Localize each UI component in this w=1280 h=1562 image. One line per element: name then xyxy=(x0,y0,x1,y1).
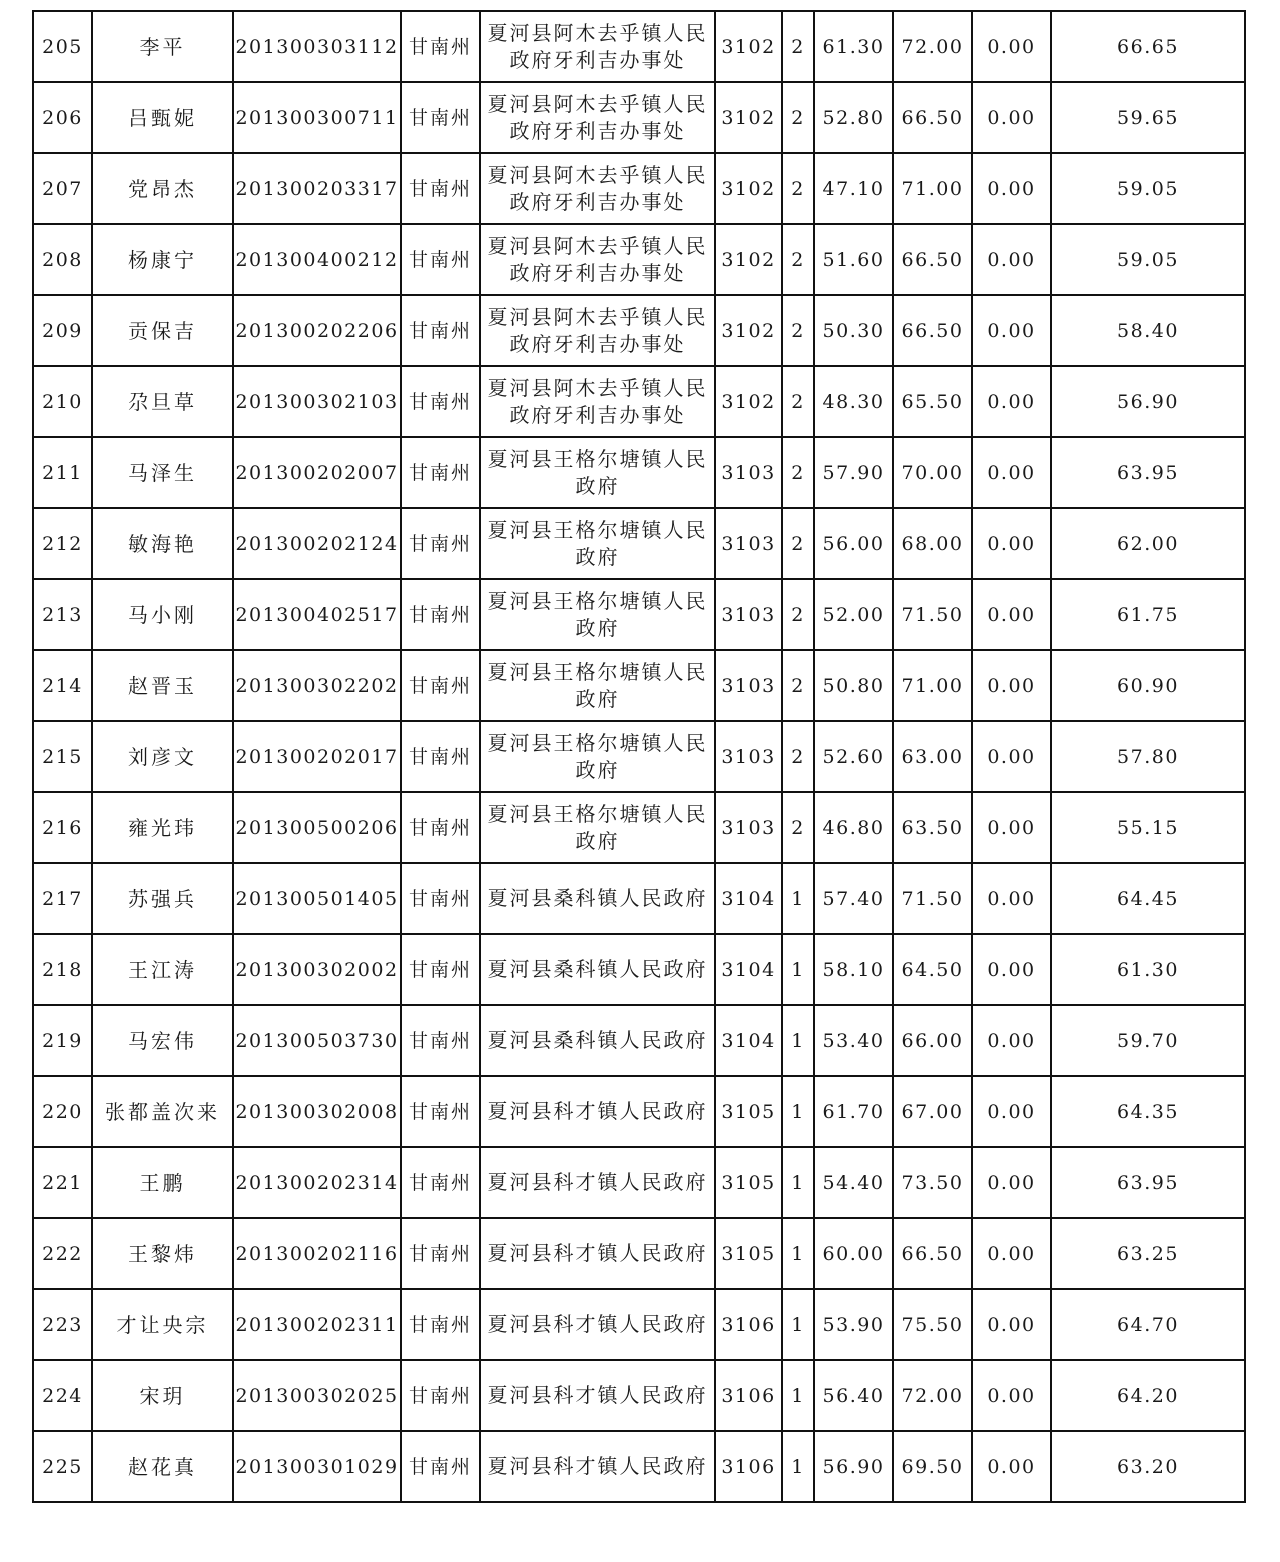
total-score-cell: 61.75 xyxy=(1051,579,1245,650)
employer-unit-cell: 夏河县阿木去乎镇人民政府牙利吉办事处 xyxy=(480,11,715,82)
table-body xyxy=(33,11,1245,1502)
total-score-cell: 64.70 xyxy=(1051,1289,1245,1360)
employer-unit-cell: 夏河县科才镇人民政府 xyxy=(480,1360,715,1431)
total-score-cell: 59.05 xyxy=(1051,153,1245,224)
bonus-score-cell: 0.00 xyxy=(972,721,1051,792)
table-row xyxy=(33,82,1245,153)
written-score-cell: 52.60 xyxy=(814,721,893,792)
region-cell: 甘南州 xyxy=(401,224,480,295)
employer-unit-cell: 夏河县王格尔塘镇人民政府 xyxy=(480,792,715,863)
position-code-cell: 3106 xyxy=(715,1431,782,1502)
interview-score-cell: 65.50 xyxy=(893,366,972,437)
interview-score-cell: 66.50 xyxy=(893,224,972,295)
candidate-name-cell: 李平 xyxy=(92,11,233,82)
employer-unit-cell: 夏河县王格尔塘镇人民政府 xyxy=(480,579,715,650)
employer-unit-cell: 夏河县桑科镇人民政府 xyxy=(480,1005,715,1076)
region-cell: 甘南州 xyxy=(401,579,480,650)
employer-unit-cell: 夏河县科才镇人民政府 xyxy=(480,1076,715,1147)
region-cell: 甘南州 xyxy=(401,508,480,579)
written-score-cell: 60.00 xyxy=(814,1218,893,1289)
candidate-name-cell: 王黎炜 xyxy=(92,1218,233,1289)
bonus-score-cell: 0.00 xyxy=(972,1218,1051,1289)
candidate-name-cell: 尕旦草 xyxy=(92,366,233,437)
exam-id-cell: 201300302202 xyxy=(233,650,401,721)
interview-score-cell: 71.50 xyxy=(893,579,972,650)
bonus-score-cell: 0.00 xyxy=(972,366,1051,437)
exam-id-cell: 201300302103 xyxy=(233,366,401,437)
written-score-cell: 52.00 xyxy=(814,579,893,650)
bonus-score-cell: 0.00 xyxy=(972,508,1051,579)
row-number-cell: 224 xyxy=(33,1360,92,1431)
bonus-score-cell: 0.00 xyxy=(972,650,1051,721)
table-row xyxy=(33,1431,1245,1502)
row-number-cell: 223 xyxy=(33,1289,92,1360)
exam-id-cell: 201300202007 xyxy=(233,437,401,508)
interview-score-cell: 69.50 xyxy=(893,1431,972,1502)
written-score-cell: 61.30 xyxy=(814,11,893,82)
written-score-cell: 48.30 xyxy=(814,366,893,437)
bonus-score-cell: 0.00 xyxy=(972,792,1051,863)
position-code-cell: 3103 xyxy=(715,579,782,650)
bonus-score-cell: 0.00 xyxy=(972,934,1051,1005)
candidate-name-cell: 宋玥 xyxy=(92,1360,233,1431)
hiring-quota-cell: 1 xyxy=(782,1147,814,1218)
row-number-cell: 220 xyxy=(33,1076,92,1147)
region-cell: 甘南州 xyxy=(401,82,480,153)
row-number-cell: 219 xyxy=(33,1005,92,1076)
interview-score-cell: 75.50 xyxy=(893,1289,972,1360)
region-cell: 甘南州 xyxy=(401,153,480,224)
table-row xyxy=(33,295,1245,366)
employer-unit-cell: 夏河县科才镇人民政府 xyxy=(480,1289,715,1360)
interview-score-cell: 68.00 xyxy=(893,508,972,579)
employer-unit-cell: 夏河县王格尔塘镇人民政府 xyxy=(480,437,715,508)
row-number-cell: 212 xyxy=(33,508,92,579)
row-number-cell: 211 xyxy=(33,437,92,508)
interview-score-cell: 66.50 xyxy=(893,1218,972,1289)
region-cell: 甘南州 xyxy=(401,1360,480,1431)
candidate-name-cell: 敏海艳 xyxy=(92,508,233,579)
position-code-cell: 3105 xyxy=(715,1218,782,1289)
employer-unit-cell: 夏河县阿木去乎镇人民政府牙利吉办事处 xyxy=(480,295,715,366)
interview-score-cell: 72.00 xyxy=(893,1360,972,1431)
bonus-score-cell: 0.00 xyxy=(972,153,1051,224)
exam-id-cell: 201300301029 xyxy=(233,1431,401,1502)
hiring-quota-cell: 2 xyxy=(782,366,814,437)
written-score-cell: 57.40 xyxy=(814,863,893,934)
position-code-cell: 3102 xyxy=(715,153,782,224)
table-row xyxy=(33,579,1245,650)
candidate-name-cell: 苏强兵 xyxy=(92,863,233,934)
table-row xyxy=(33,224,1245,295)
employer-unit-cell: 夏河县王格尔塘镇人民政府 xyxy=(480,721,715,792)
region-cell: 甘南州 xyxy=(401,650,480,721)
row-number-cell: 222 xyxy=(33,1218,92,1289)
interview-score-cell: 71.00 xyxy=(893,153,972,224)
position-code-cell: 3106 xyxy=(715,1289,782,1360)
total-score-cell: 59.65 xyxy=(1051,82,1245,153)
table-row xyxy=(33,11,1245,82)
bonus-score-cell: 0.00 xyxy=(972,1360,1051,1431)
hiring-quota-cell: 1 xyxy=(782,1360,814,1431)
row-number-cell: 208 xyxy=(33,224,92,295)
written-score-cell: 53.40 xyxy=(814,1005,893,1076)
candidate-name-cell: 赵花真 xyxy=(92,1431,233,1502)
table-row xyxy=(33,366,1245,437)
region-cell: 甘南州 xyxy=(401,792,480,863)
total-score-cell: 55.15 xyxy=(1051,792,1245,863)
position-code-cell: 3106 xyxy=(715,1360,782,1431)
total-score-cell: 64.35 xyxy=(1051,1076,1245,1147)
written-score-cell: 56.90 xyxy=(814,1431,893,1502)
interview-score-cell: 71.00 xyxy=(893,650,972,721)
table-row xyxy=(33,934,1245,1005)
employer-unit-cell: 夏河县阿木去乎镇人民政府牙利吉办事处 xyxy=(480,82,715,153)
position-code-cell: 3104 xyxy=(715,1005,782,1076)
position-code-cell: 3102 xyxy=(715,82,782,153)
row-number-cell: 207 xyxy=(33,153,92,224)
row-number-cell: 215 xyxy=(33,721,92,792)
interview-score-cell: 66.50 xyxy=(893,295,972,366)
written-score-cell: 50.30 xyxy=(814,295,893,366)
candidate-name-cell: 赵晋玉 xyxy=(92,650,233,721)
candidate-name-cell: 马小刚 xyxy=(92,579,233,650)
candidate-name-cell: 王鹏 xyxy=(92,1147,233,1218)
position-code-cell: 3103 xyxy=(715,721,782,792)
total-score-cell: 61.30 xyxy=(1051,934,1245,1005)
hiring-quota-cell: 2 xyxy=(782,11,814,82)
candidate-name-cell: 刘彦文 xyxy=(92,721,233,792)
exam-id-cell: 201300302008 xyxy=(233,1076,401,1147)
hiring-quota-cell: 2 xyxy=(782,579,814,650)
table-row xyxy=(33,1289,1245,1360)
written-score-cell: 61.70 xyxy=(814,1076,893,1147)
position-code-cell: 3103 xyxy=(715,792,782,863)
region-cell: 甘南州 xyxy=(401,366,480,437)
table-row xyxy=(33,437,1245,508)
hiring-quota-cell: 1 xyxy=(782,1076,814,1147)
table-row xyxy=(33,508,1245,579)
position-code-cell: 3103 xyxy=(715,650,782,721)
interview-score-cell: 71.50 xyxy=(893,863,972,934)
candidate-name-cell: 王江涛 xyxy=(92,934,233,1005)
employer-unit-cell: 夏河县王格尔塘镇人民政府 xyxy=(480,508,715,579)
exam-id-cell: 201300503730 xyxy=(233,1005,401,1076)
hiring-quota-cell: 2 xyxy=(782,792,814,863)
interview-score-cell: 73.50 xyxy=(893,1147,972,1218)
row-number-cell: 225 xyxy=(33,1431,92,1502)
bonus-score-cell: 0.00 xyxy=(972,1431,1051,1502)
hiring-quota-cell: 1 xyxy=(782,1005,814,1076)
written-score-cell: 50.80 xyxy=(814,650,893,721)
table-row xyxy=(33,792,1245,863)
hiring-quota-cell: 2 xyxy=(782,224,814,295)
bonus-score-cell: 0.00 xyxy=(972,1076,1051,1147)
total-score-cell: 63.95 xyxy=(1051,1147,1245,1218)
position-code-cell: 3102 xyxy=(715,295,782,366)
row-number-cell: 218 xyxy=(33,934,92,1005)
interview-score-cell: 67.00 xyxy=(893,1076,972,1147)
total-score-cell: 64.20 xyxy=(1051,1360,1245,1431)
interview-score-cell: 63.00 xyxy=(893,721,972,792)
bonus-score-cell: 0.00 xyxy=(972,11,1051,82)
written-score-cell: 53.90 xyxy=(814,1289,893,1360)
employer-unit-cell: 夏河县阿木去乎镇人民政府牙利吉办事处 xyxy=(480,153,715,224)
written-score-cell: 46.80 xyxy=(814,792,893,863)
position-code-cell: 3102 xyxy=(715,224,782,295)
candidate-name-cell: 雍光玮 xyxy=(92,792,233,863)
exam-id-cell: 201300202124 xyxy=(233,508,401,579)
exam-id-cell: 201300202311 xyxy=(233,1289,401,1360)
written-score-cell: 58.10 xyxy=(814,934,893,1005)
position-code-cell: 3103 xyxy=(715,508,782,579)
interview-score-cell: 64.50 xyxy=(893,934,972,1005)
hiring-quota-cell: 2 xyxy=(782,295,814,366)
bonus-score-cell: 0.00 xyxy=(972,295,1051,366)
employer-unit-cell: 夏河县王格尔塘镇人民政府 xyxy=(480,650,715,721)
table-row xyxy=(33,1218,1245,1289)
exam-id-cell: 201300203317 xyxy=(233,153,401,224)
row-number-cell: 209 xyxy=(33,295,92,366)
region-cell: 甘南州 xyxy=(401,1076,480,1147)
hiring-quota-cell: 2 xyxy=(782,437,814,508)
region-cell: 甘南州 xyxy=(401,863,480,934)
hiring-quota-cell: 2 xyxy=(782,508,814,579)
interview-score-cell: 72.00 xyxy=(893,11,972,82)
bonus-score-cell: 0.00 xyxy=(972,1005,1051,1076)
region-cell: 甘南州 xyxy=(401,934,480,1005)
exam-id-cell: 201300400212 xyxy=(233,224,401,295)
score-table xyxy=(32,10,1246,1503)
region-cell: 甘南州 xyxy=(401,1005,480,1076)
interview-score-cell: 66.50 xyxy=(893,82,972,153)
written-score-cell: 56.00 xyxy=(814,508,893,579)
row-number-cell: 216 xyxy=(33,792,92,863)
position-code-cell: 3103 xyxy=(715,437,782,508)
table-row xyxy=(33,1005,1245,1076)
hiring-quota-cell: 1 xyxy=(782,1431,814,1502)
total-score-cell: 59.70 xyxy=(1051,1005,1245,1076)
total-score-cell: 60.90 xyxy=(1051,650,1245,721)
interview-score-cell: 70.00 xyxy=(893,437,972,508)
row-number-cell: 217 xyxy=(33,863,92,934)
exam-id-cell: 201300302002 xyxy=(233,934,401,1005)
exam-id-cell: 201300402517 xyxy=(233,579,401,650)
exam-id-cell: 201300202314 xyxy=(233,1147,401,1218)
region-cell: 甘南州 xyxy=(401,721,480,792)
row-number-cell: 213 xyxy=(33,579,92,650)
written-score-cell: 57.90 xyxy=(814,437,893,508)
candidate-name-cell: 贡保吉 xyxy=(92,295,233,366)
position-code-cell: 3102 xyxy=(715,366,782,437)
written-score-cell: 52.80 xyxy=(814,82,893,153)
region-cell: 甘南州 xyxy=(401,1147,480,1218)
employer-unit-cell: 夏河县科才镇人民政府 xyxy=(480,1431,715,1502)
candidate-name-cell: 吕甄妮 xyxy=(92,82,233,153)
exam-id-cell: 201300500206 xyxy=(233,792,401,863)
total-score-cell: 56.90 xyxy=(1051,366,1245,437)
exam-id-cell: 201300202116 xyxy=(233,1218,401,1289)
candidate-name-cell: 马宏伟 xyxy=(92,1005,233,1076)
employer-unit-cell: 夏河县科才镇人民政府 xyxy=(480,1147,715,1218)
exam-id-cell: 201300302025 xyxy=(233,1360,401,1431)
total-score-cell: 63.25 xyxy=(1051,1218,1245,1289)
written-score-cell: 51.60 xyxy=(814,224,893,295)
table-row xyxy=(33,863,1245,934)
table-row xyxy=(33,1147,1245,1218)
position-code-cell: 3102 xyxy=(715,11,782,82)
row-number-cell: 214 xyxy=(33,650,92,721)
candidate-name-cell: 马泽生 xyxy=(92,437,233,508)
table-row xyxy=(33,721,1245,792)
bonus-score-cell: 0.00 xyxy=(972,1147,1051,1218)
candidate-name-cell: 才让央宗 xyxy=(92,1289,233,1360)
position-code-cell: 3105 xyxy=(715,1147,782,1218)
employer-unit-cell: 夏河县桑科镇人民政府 xyxy=(480,863,715,934)
interview-score-cell: 66.00 xyxy=(893,1005,972,1076)
row-number-cell: 205 xyxy=(33,11,92,82)
table-row xyxy=(33,1360,1245,1431)
candidate-name-cell: 党昂杰 xyxy=(92,153,233,224)
region-cell: 甘南州 xyxy=(401,1218,480,1289)
exam-id-cell: 201300303112 xyxy=(233,11,401,82)
region-cell: 甘南州 xyxy=(401,437,480,508)
region-cell: 甘南州 xyxy=(401,1289,480,1360)
written-score-cell: 47.10 xyxy=(814,153,893,224)
written-score-cell: 56.40 xyxy=(814,1360,893,1431)
bonus-score-cell: 0.00 xyxy=(972,579,1051,650)
exam-id-cell: 201300202017 xyxy=(233,721,401,792)
total-score-cell: 63.95 xyxy=(1051,437,1245,508)
exam-id-cell: 201300300711 xyxy=(233,82,401,153)
hiring-quota-cell: 2 xyxy=(782,650,814,721)
written-score-cell: 54.40 xyxy=(814,1147,893,1218)
position-code-cell: 3105 xyxy=(715,1076,782,1147)
candidate-name-cell: 张都盖次来 xyxy=(92,1076,233,1147)
bonus-score-cell: 0.00 xyxy=(972,1289,1051,1360)
total-score-cell: 62.00 xyxy=(1051,508,1245,579)
region-cell: 甘南州 xyxy=(401,11,480,82)
table-row xyxy=(33,153,1245,224)
row-number-cell: 221 xyxy=(33,1147,92,1218)
hiring-quota-cell: 1 xyxy=(782,1289,814,1360)
total-score-cell: 57.80 xyxy=(1051,721,1245,792)
hiring-quota-cell: 2 xyxy=(782,82,814,153)
hiring-quota-cell: 2 xyxy=(782,721,814,792)
total-score-cell: 66.65 xyxy=(1051,11,1245,82)
total-score-cell: 64.45 xyxy=(1051,863,1245,934)
exam-id-cell: 201300202206 xyxy=(233,295,401,366)
total-score-cell: 58.40 xyxy=(1051,295,1245,366)
region-cell: 甘南州 xyxy=(401,1431,480,1502)
table-row xyxy=(33,1076,1245,1147)
employer-unit-cell: 夏河县桑科镇人民政府 xyxy=(480,934,715,1005)
bonus-score-cell: 0.00 xyxy=(972,863,1051,934)
bonus-score-cell: 0.00 xyxy=(972,437,1051,508)
hiring-quota-cell: 1 xyxy=(782,1218,814,1289)
candidate-name-cell: 杨康宁 xyxy=(92,224,233,295)
position-code-cell: 3104 xyxy=(715,934,782,1005)
region-cell: 甘南州 xyxy=(401,295,480,366)
hiring-quota-cell: 2 xyxy=(782,153,814,224)
exam-id-cell: 201300501405 xyxy=(233,863,401,934)
employer-unit-cell: 夏河县阿木去乎镇人民政府牙利吉办事处 xyxy=(480,224,715,295)
position-code-cell: 3104 xyxy=(715,863,782,934)
total-score-cell: 59.05 xyxy=(1051,224,1245,295)
table-row xyxy=(33,650,1245,721)
row-number-cell: 206 xyxy=(33,82,92,153)
hiring-quota-cell: 1 xyxy=(782,934,814,1005)
row-number-cell: 210 xyxy=(33,366,92,437)
bonus-score-cell: 0.00 xyxy=(972,224,1051,295)
bonus-score-cell: 0.00 xyxy=(972,82,1051,153)
employer-unit-cell: 夏河县科才镇人民政府 xyxy=(480,1218,715,1289)
interview-score-cell: 63.50 xyxy=(893,792,972,863)
hiring-quota-cell: 1 xyxy=(782,863,814,934)
employer-unit-cell: 夏河县阿木去乎镇人民政府牙利吉办事处 xyxy=(480,366,715,437)
total-score-cell: 63.20 xyxy=(1051,1431,1245,1502)
